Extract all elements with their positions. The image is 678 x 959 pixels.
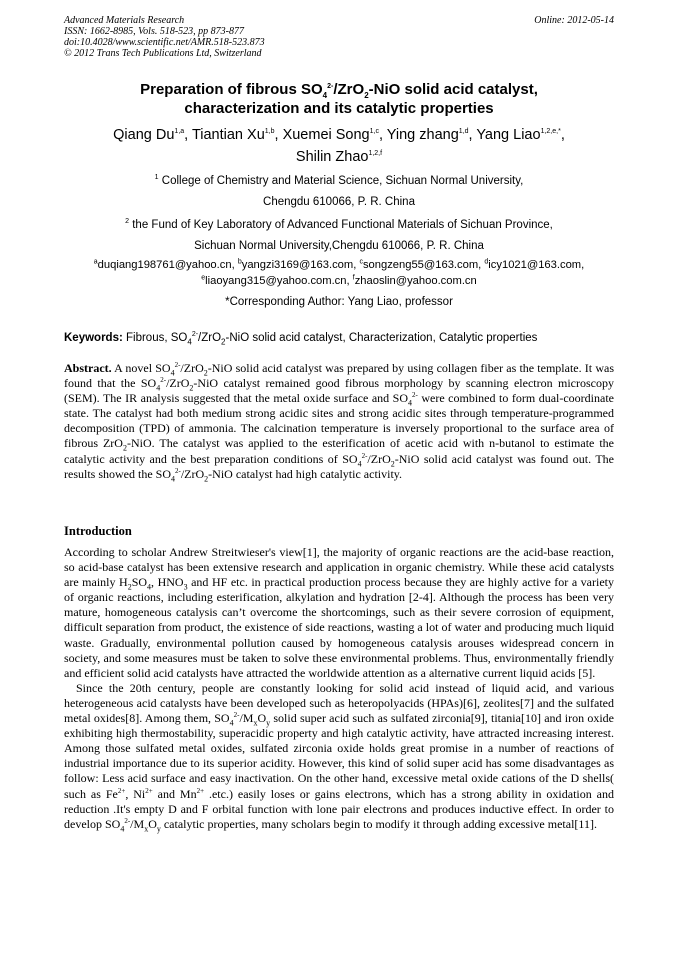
journal-name: Advanced Materials Research (64, 15, 185, 26)
email-list: $^a$duqiang198761@yahoo.cn, $^b$yangzi3169@163.com, $^c$songzeng55@163.com, $^d$icy1021@163.com, $^e$liaoyang315@yahoo.com.cn, $^f$zhaoslin@yahoo.com.cn (93, 258, 585, 287)
author-list: Qiang Du$^{1,a}$, Tiantian Xu$^{1,b}$, Xuemei Song$^{1,c}$, Ying zhang$^{1,d}$, Yang Liao$^{1,2,e,*}$, Shilin Zhao$^{1,2,f}$ (113, 127, 565, 165)
corresponding-author: *Corresponding Author: Yang Liao, professor (225, 296, 453, 308)
email-link[interactable]: duqiang198761@yahoo.cn (97, 259, 232, 271)
keywords: Keywords: Fibrous, $SO_4^{2-}/ZrO_2$-NiO solid acid catalyst, Characterization, Catalytic properties (64, 331, 538, 347)
email-link[interactable]: icy1021@163.com (488, 259, 582, 271)
email-link[interactable]: zhaoslin@yahoo.com.cn (354, 275, 477, 287)
paragraph: According to scholar Andrew Streitwieser's view[1], the majority of organic reactions are the acid-base reaction, so acid-base catalyst has been extensive research and application in organic chemistry. While these acid catalysts are mainly $H_2SO_4$, $HNO_3$ and HF etc. in practical production process because they are highly active for a variety of organic reactions, including esterification, alkylation and hydration [2-4]. Although the process has been very mature, homogeneous catalysis can’t overcome the shortcomings, such as their severe corrosion of equipment, difficult separation from product, the existence of side reactions, wasting a lot of water and producing much liquid waste. Gradually, environmental pollution caused by homogeneous catalysis arouses widespread concern in society, and some measures must be taken to solve these environmental problems. Thus, environmentally friendly and efficient solid acid catalysts have attracted the worldwide attention as a alternative current liquid acids [5]. (64, 545, 614, 680)
paragraph: Since the 20th century, people are constantly looking for solid acid instead of liquid acid, and various heterogeneous acid catalysts have been developed such as heteropolyacids (HPAs)[6], zeolites[7] and the sulfated metal oxides[8]. Among them, $SO_4^{2-}/M_xO_y$ solid super acid such as sulfated zirconia[9], titania[10] and iron oxide exhibiting high thermostability, superacidic property and high catalytic activity, have attracted increasing interest. Among those sulfated metal oxides, sulfated zirconia oxide holds great promise in a number of reactions of industrial importance due to its superior acidity. However, this kind of solid super acid has some disadvantages as follow: Less acid surface and easy inactivation. On the other hand, excessive metal oxide cations of the D shells( such as $Fe^{2+}$, $Ni^{2+}$ and $Mn^{2+}$ .etc.) easily loses or gains electrons, which has a strong ability in oxidation and reduction .It's empty D and F orbital function with lone pair electrons and produces inductive effect. In order to develop $SO_4^{2-}/M_xO_y$ catalytic properties, many scholars begin to modify it through adding excessive metal[11]. (64, 680, 614, 834)
introduction-body (64, 545, 614, 832)
journal-issn: ISSN: 1662-8985, Vols. 518-523, pp 873-877 (64, 26, 244, 37)
email-link[interactable]: yangzi3169@163.com (241, 259, 354, 271)
journal-doi[interactable]: doi:10.4028/www.scientific.net/AMR.518-523.873 (64, 37, 265, 48)
keywords-label: Keywords: (64, 332, 123, 344)
email-link[interactable]: songzeng55@163.com (362, 259, 479, 271)
author-name: Xuemei Song (282, 127, 370, 143)
author-name: Shilin Zhao (295, 149, 369, 165)
section-heading-introduction: Introduction (64, 524, 132, 538)
journal-copyright: © 2012 Trans Tech Publications Ltd, Switzerland (64, 48, 262, 59)
abstract: Abstract. A novel $SO_4^{2-}/ZrO_2$-NiO solid acid catalyst was prepared by using collagen fiber as the template. It was found that the $SO_4^{2-}/ZrO_2$-NiO catalyst remained good fibrous morphology by scanning electron microscopy (SEM). The IR analysis suggested that the metal oxide surface and $SO_4^{2-}$ were combined to form dual-coordinate state. The catalyst had both medium strong acidic sites and strong acidic sites through temperature-programmed decomposition (TPD) of ammonia. The calcination temperature is inversely proportional to the surface area of fibrous ZrO$_2$-NiO. The catalyst was applied to the esterification of acetic acid with n-butanol to estimate the catalytic activity and the best preparation conditions of $SO_4^{2-}/ZrO_2$-NiO solid acid catalyst was found out. The results showed the $SO_4^{2-}/ZrO_2$-NiO catalyst had high catalytic activity. (64, 361, 614, 484)
abstract-label: Abstract. (64, 361, 112, 375)
affiliation-2: $^2$ the Fund of Key Laboratory of Advanced Functional Materials of Sichuan Province, Sichuan Normal University,Chengdu 610066, P. R. China (125, 218, 553, 252)
author-name: Yang Liao (476, 127, 541, 143)
email-link[interactable]: liaoyang315@yahoo.com.cn (205, 275, 347, 287)
author-name: Tiantian Xu (191, 127, 265, 143)
online-date: Online: 2012-05-14 (534, 15, 614, 26)
author-name: Ying zhang (386, 127, 459, 143)
paper-title: Preparation of fibrous $SO_4^{2-}/ZrO_2$-NiO solid acid catalyst, characterization and its catalytic properties (140, 81, 538, 117)
author-name: Qiang Du (113, 127, 175, 143)
affiliation-1: $^1$ College of Chemistry and Material Science, Sichuan Normal University, Chengdu 610066, P. R. China (154, 174, 524, 208)
journal-header (64, 15, 265, 59)
